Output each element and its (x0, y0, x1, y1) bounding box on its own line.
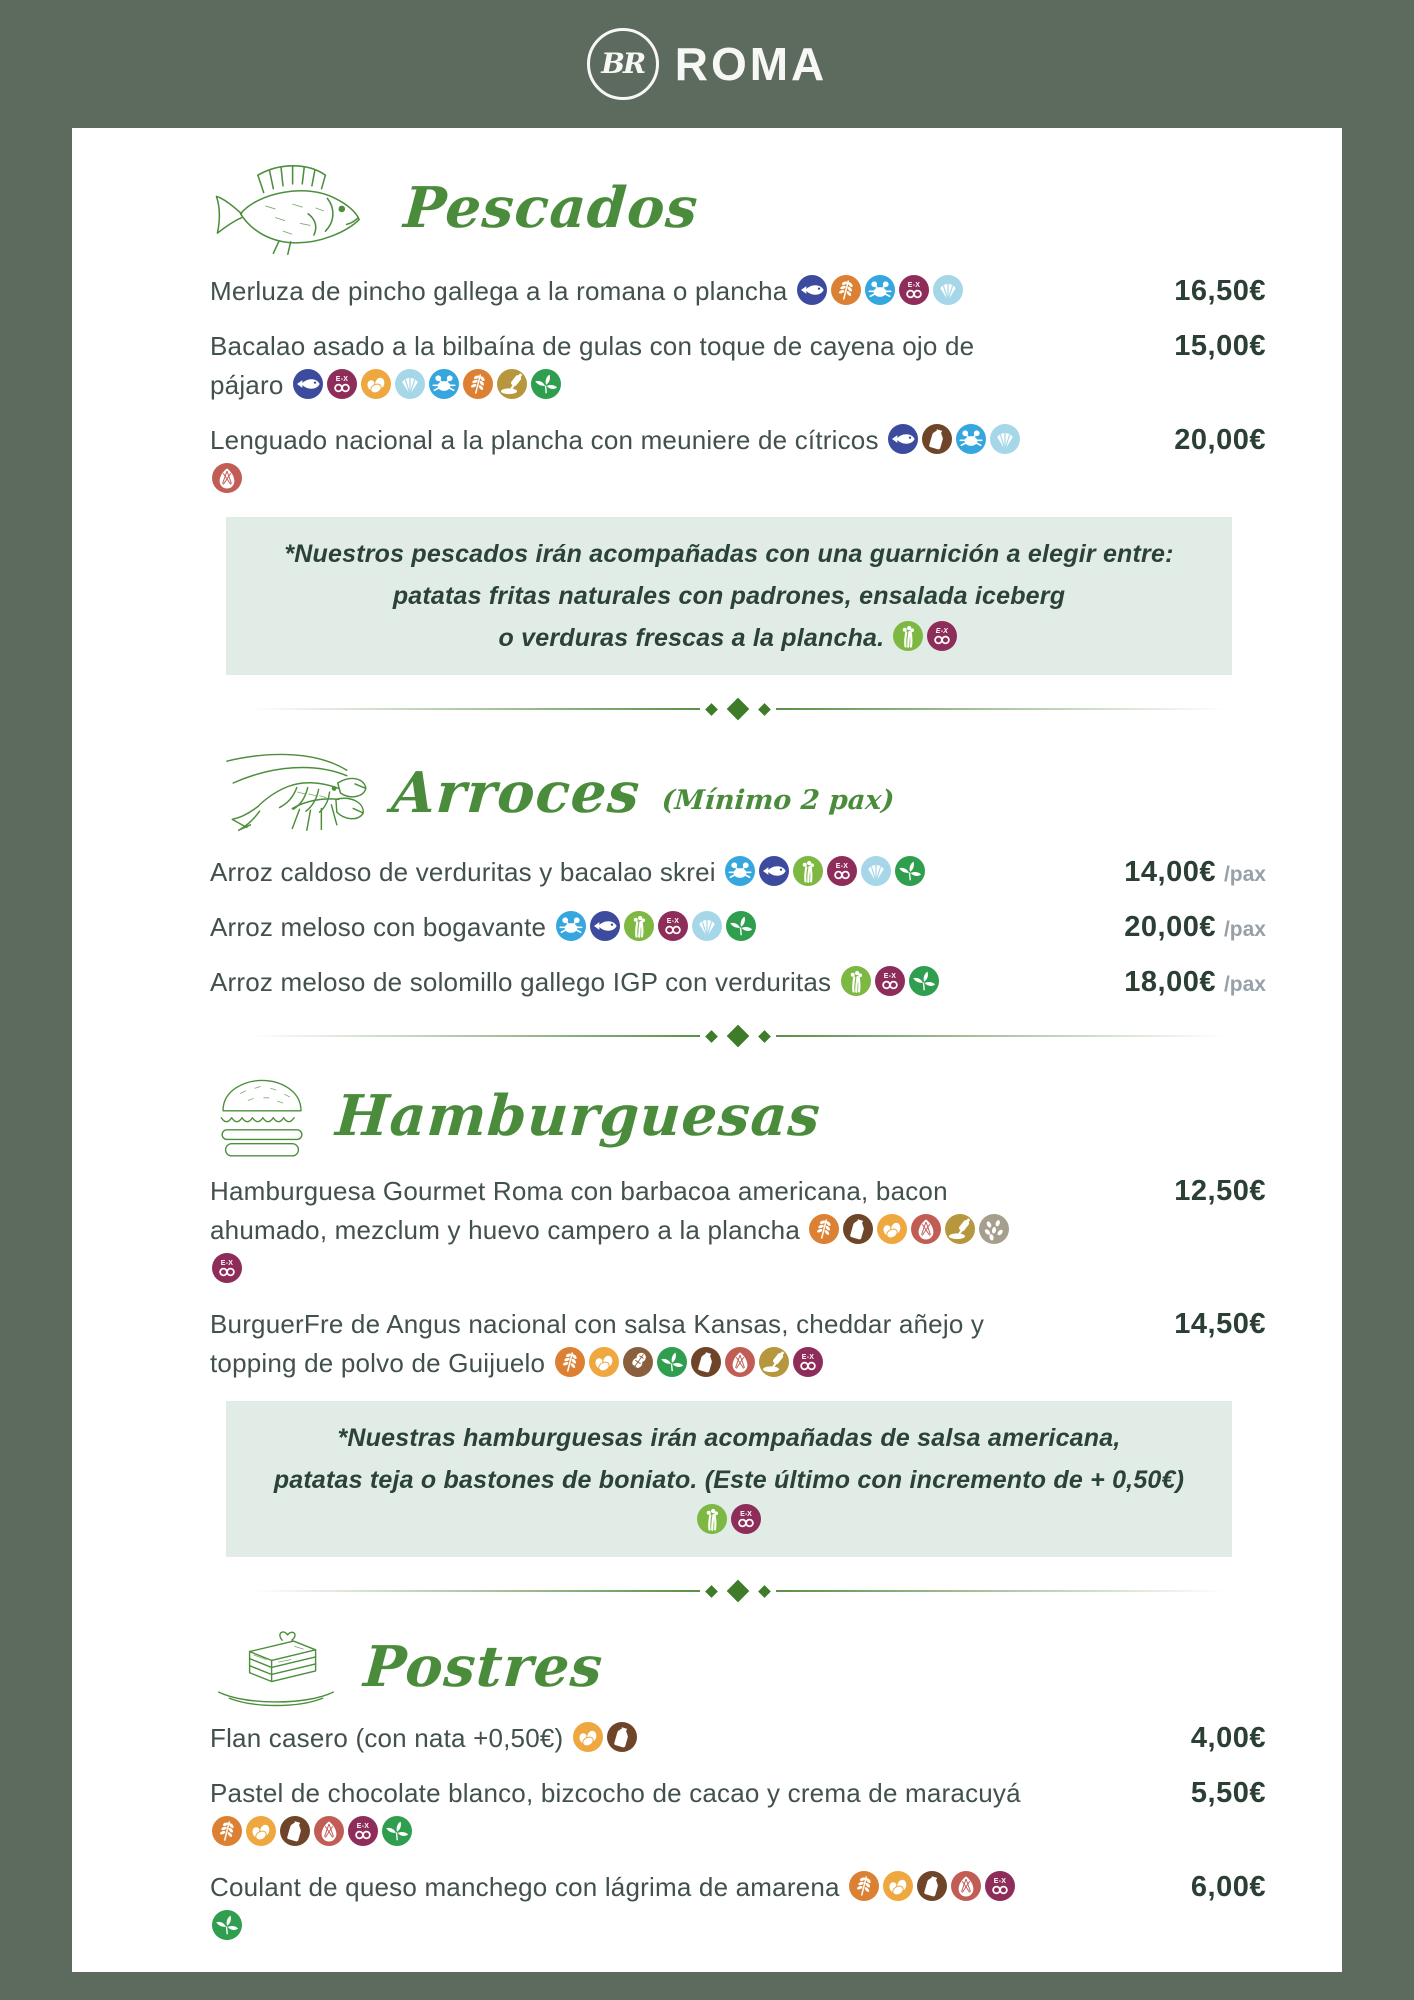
section-postres (210, 1625, 1266, 1946)
allergen-crustaceans-icon (556, 911, 586, 941)
allergen-eggs-icon (246, 1816, 276, 1846)
svg-text:E-X: E-X (936, 628, 949, 636)
allergen-soy-icon (909, 966, 939, 996)
menu-item (210, 908, 1266, 947)
dish-price: 12,50€ (1174, 1175, 1266, 1207)
menu-item (210, 1719, 1266, 1758)
section-arroces (210, 743, 1266, 1002)
dish-name: Hamburguesa Gourmet Roma con barbacoa americana, bacon ahumado, mezclum y huevo campero a la plancha E-X (210, 1172, 1045, 1289)
allergen-eggs-icon (589, 1347, 619, 1377)
allergen-milk-icon (607, 1722, 637, 1752)
allergen-milk-icon (280, 1816, 310, 1846)
allergen-nuts-icon (725, 1347, 755, 1377)
allergen-molluscs-icon (395, 369, 425, 399)
hamburguesas-items (210, 1172, 1266, 1383)
note-text: patatas fritas naturales con padrones, ensalada iceberg (392, 582, 1066, 610)
allergen-molluscs-icon (861, 856, 891, 886)
allergen-fish-icon (797, 275, 827, 305)
section-subtitle-arroces: (Mínimo 2 pax) (660, 784, 896, 816)
allergen-milk-icon (691, 1347, 721, 1377)
allergen-nuts-icon (212, 463, 242, 493)
allergen-fish-icon (293, 369, 323, 399)
brand-name: ROMA (674, 38, 828, 90)
brand-header (0, 0, 1414, 128)
menu-item (210, 963, 1266, 1002)
dish-price: 4,00€ (1190, 1722, 1266, 1754)
pescados-items (210, 272, 1266, 499)
price-unit: /pax (1223, 863, 1266, 886)
allergen-fish-icon (759, 856, 789, 886)
allergen-sulphites-icon (827, 856, 857, 886)
allergen-sulphites-icon (793, 1347, 823, 1377)
allergen-soy-icon (657, 1347, 687, 1377)
menu-card (72, 128, 1342, 1972)
allergen-eggs-icon (573, 1722, 603, 1752)
svg-text:E-X: E-X (335, 375, 349, 383)
allergen-soy-icon (895, 856, 925, 886)
section-title-postres: Postres (361, 1634, 606, 1700)
divider-ornament (250, 1583, 1226, 1599)
allergen-nuts-icon (951, 1871, 981, 1901)
allergen-fish-icon (590, 911, 620, 941)
dish-name: Flan casero (con nata +0,50€) (210, 1719, 639, 1758)
brand-monogram: BR (601, 46, 645, 80)
arroces-items (210, 853, 1266, 1002)
allergen-crustaceans-icon (865, 275, 895, 305)
menu-item (210, 327, 1266, 405)
note-text: *Nuestras hamburguesas irán acompañadas de salsa americana, (337, 1424, 1121, 1452)
allergen-fish-icon (888, 424, 918, 454)
allergen-milk-icon (843, 1214, 873, 1244)
allergen-molluscs-icon (990, 424, 1020, 454)
price-unit: /pax (1223, 973, 1266, 996)
allergen-sulphites-icon (927, 621, 957, 651)
allergen-sulphites-icon (658, 911, 688, 941)
dish-price: 20,00€ (1174, 424, 1266, 456)
postres-items (210, 1719, 1266, 1946)
allergen-crustaceans-icon (725, 856, 755, 886)
allergen-soy-icon (726, 911, 756, 941)
menu-item (210, 1868, 1266, 1946)
section-title-pescados: Pescados (401, 175, 701, 241)
allergen-soy-icon (531, 369, 561, 399)
allergen-eggs-icon (883, 1871, 913, 1901)
dish-price: 6,00€ (1190, 1871, 1266, 1903)
menu-item (210, 421, 1266, 499)
allergen-sulphites-icon (731, 1504, 761, 1534)
allergen-eggs-icon (877, 1214, 907, 1244)
allergen-sulphites-icon (327, 369, 357, 399)
note-text: *Nuestros pescados irán acompañadas con una guarnición a elegir entre: (284, 540, 1174, 568)
menu-item (210, 272, 1266, 311)
pescados-note-box (226, 517, 1232, 675)
fish-illustration (210, 154, 382, 262)
allergen-gluten-icon (212, 1816, 242, 1846)
allergen-mustard-icon (945, 1214, 975, 1244)
allergen-milk-icon (922, 424, 952, 454)
dish-name: Arroz meloso de solomillo gallego IGP con verduritas E-X (210, 963, 941, 1002)
svg-text:E-X: E-X (220, 1259, 234, 1267)
section-title-arroces: Arroces (389, 760, 643, 826)
allergen-crustaceans-icon (429, 369, 459, 399)
lobster-illustration (210, 743, 370, 843)
allergen-eggs-icon (361, 369, 391, 399)
allergen-gluten-icon (463, 369, 493, 399)
allergen-milk-icon (917, 1871, 947, 1901)
menu-item (210, 853, 1266, 892)
allergen-molluscs-icon (692, 911, 722, 941)
allergen-celery-icon (624, 911, 654, 941)
dish-price: 16,50€ (1174, 275, 1266, 307)
svg-text:E-X: E-X (883, 972, 896, 980)
allergen-gluten-icon (555, 1347, 585, 1377)
allergen-sulphites-icon (875, 966, 905, 996)
hamburguesas-note-box (226, 1401, 1232, 1557)
allergen-nuts-icon (911, 1214, 941, 1244)
svg-text:E-X: E-X (907, 281, 921, 289)
section-hamburguesas (210, 1070, 1266, 1557)
cake-illustration (210, 1625, 342, 1709)
price-unit: /pax (1223, 918, 1266, 941)
dish-price: 18,00€ /pax (1124, 966, 1266, 998)
svg-text:E-X: E-X (740, 1510, 752, 1518)
allergen-sulphites-icon (985, 1871, 1015, 1901)
menu-item (210, 1774, 1266, 1852)
allergen-gluten-icon (849, 1871, 879, 1901)
svg-text:E-X: E-X (356, 1822, 370, 1830)
dish-price: 20,00€ /pax (1124, 911, 1266, 943)
menu-item (210, 1305, 1266, 1383)
divider-ornament (250, 701, 1226, 717)
section-pescados (210, 154, 1266, 675)
brand-logo-icon (587, 28, 659, 100)
note-text: patatas teja o bastones de boniato. (Este último con incremento de + 0,50€) (273, 1466, 1185, 1494)
allergen-soy-icon (212, 1910, 242, 1940)
allergen-crustaceans-icon (956, 424, 986, 454)
note-allergen-icons (256, 1503, 1202, 1541)
divider-ornament (250, 1028, 1226, 1044)
allergen-celery-icon (841, 966, 871, 996)
dish-price: 15,00€ (1174, 330, 1266, 362)
allergen-soy-icon (382, 1816, 412, 1846)
dish-price: 14,00€ /pax (1124, 856, 1266, 888)
svg-text:E-X: E-X (801, 1353, 814, 1361)
note-text: o verduras frescas a la plancha. E-X (256, 617, 1202, 659)
allergen-sulphites-icon (212, 1253, 242, 1283)
dish-price: 5,50€ (1190, 1777, 1266, 1809)
dish-name: Arroz caldoso de verduritas y bacalao skrei E-X (210, 853, 927, 892)
allergen-nuts-icon (314, 1816, 344, 1846)
dish-name: Arroz meloso con bogavante E-X (210, 908, 758, 947)
dish-name: Merluza de pincho gallega a la romana o plancha E-X (210, 272, 965, 311)
dish-name: Lenguado nacional a la plancha con meuniere de cítricos (210, 421, 1045, 499)
allergen-celery-icon (893, 621, 923, 651)
dish-name: BurguerFre de Angus nacional con salsa Kansas, cheddar añejo y topping de polvo de Guijuelo E-X (210, 1309, 985, 1378)
allergen-sulphites-icon (348, 1816, 378, 1846)
dish-name: Coulant de queso manchego con lágrima de amarena E-X (210, 1868, 1045, 1946)
allergen-gluten-icon (809, 1214, 839, 1244)
svg-text:E-X: E-X (835, 862, 849, 870)
menu-item (210, 1172, 1266, 1289)
allergen-gluten-icon (831, 275, 861, 305)
dish-name: Pastel de chocolate blanco, bizcocho de cacao y crema de maracuyá E-X (210, 1774, 1045, 1852)
allergen-celery-icon (697, 1504, 727, 1534)
allergen-sulphites-icon (899, 275, 929, 305)
allergen-celery-icon (793, 856, 823, 886)
svg-text:E-X: E-X (666, 917, 679, 925)
burger-illustration (210, 1070, 314, 1162)
svg-text:E-X: E-X (993, 1877, 1007, 1885)
allergen-sesame-icon (979, 1214, 1009, 1244)
dish-name: Bacalao asado a la bilbaína de gulas con toque de cayena ojo de pájaro E-X (210, 331, 975, 400)
allergen-mustard-icon (759, 1347, 789, 1377)
allergen-molluscs-icon (933, 275, 963, 305)
allergen-peanuts-icon (623, 1347, 653, 1377)
dish-price: 14,50€ (1174, 1308, 1266, 1340)
section-title-hamburguesas: Hamburguesas (333, 1083, 823, 1149)
allergen-mustard-icon (497, 369, 527, 399)
